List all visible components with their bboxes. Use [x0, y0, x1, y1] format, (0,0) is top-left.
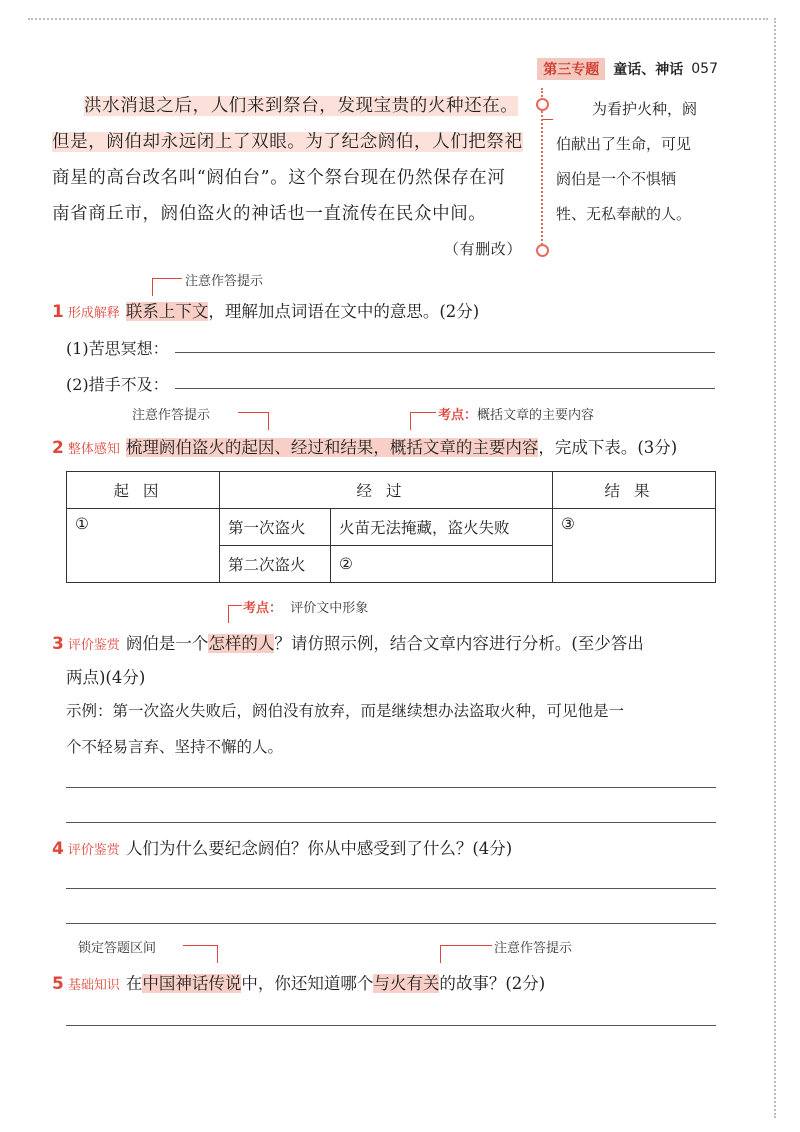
page-number: 057	[691, 61, 718, 77]
q3-hint-stem	[228, 605, 229, 623]
q3-hint-text: 评价文中形象	[290, 601, 369, 616]
q3-example-line-1: 示例：第一次盗火失败后，阏伯没有放弃，而是继续想办法盗取火种，可见他是一	[66, 702, 625, 720]
q5-number: 5	[52, 974, 64, 994]
q1-answer-line-2[interactable]	[175, 388, 715, 389]
q2-highlight: 梳理阏伯盗火的起因、经过和结果，概括文章的主要内容	[125, 438, 539, 457]
side-note-line-2: 伯献出了生命，可见	[556, 135, 692, 153]
table-row-1-label: 第一次盗火	[220, 509, 331, 546]
q5-text-mid: 中，你还知道哪个	[241, 974, 374, 993]
page-header	[537, 58, 718, 80]
q3-text-rest: ？请仿照示例，结合文章内容进行分析。(至少答出	[274, 634, 644, 653]
q2-hint-key: 考点：	[438, 408, 478, 423]
q3-tag: 评价鉴赏	[67, 638, 120, 653]
table-header-cause: 起因	[67, 472, 220, 509]
q5-text-pre: 在	[125, 974, 143, 993]
question-4	[52, 835, 512, 859]
question-2	[52, 434, 677, 458]
q2-text: ，完成下表。(3分)	[538, 438, 678, 457]
passage-line-3: 商星的高台改名叫“阏伯台”。这个祭台现在仍然保存在河	[52, 168, 506, 188]
q5-text-rest: 的故事？(2分)	[439, 974, 546, 993]
q2-tag: 整体感知	[67, 442, 120, 457]
q1-hint-arrow-stem	[152, 278, 153, 296]
table-result-cell[interactable]: ③	[553, 509, 716, 583]
question-3	[52, 630, 644, 654]
q3-hint	[243, 597, 368, 616]
q1-tag: 形成解释	[67, 306, 120, 321]
q2-number: 2	[52, 438, 64, 458]
right-dotted-border	[774, 18, 776, 1118]
q3-number: 3	[52, 634, 64, 654]
subject-title: 童话、神话	[613, 62, 684, 78]
q3-text-line2: 两点)(4分)	[66, 668, 146, 687]
q1-item-2: (2)措手不及：	[66, 375, 169, 394]
side-note-line-4: 牲、无私奉献的人。	[556, 205, 692, 223]
q5-tag: 基础知识	[67, 978, 120, 993]
annotation-arrow	[543, 119, 553, 120]
q4-text: 人们为什么要纪念阏伯？你从中感受到了什么？(4分)	[125, 839, 513, 858]
top-dotted-border	[28, 18, 768, 20]
table-row-2-value[interactable]: ②	[331, 546, 553, 583]
q4-number: 4	[52, 839, 64, 859]
q3-hint-arrow	[228, 605, 242, 606]
q3-highlight: 怎样的人	[208, 634, 275, 653]
q5-highlight-1: 中国神话传说	[142, 974, 242, 993]
q5-highlight-2: 与火有关	[373, 974, 440, 993]
topic-badge: 第三专题	[537, 58, 605, 80]
q2-hint-left-arrow	[238, 412, 268, 413]
answer-table	[66, 471, 716, 583]
side-annotation	[556, 92, 731, 232]
passage-line-2: 但是，阏伯却永远闭上了双眼。为了纪念阏伯，人们把祭祀	[52, 132, 523, 152]
q5-hint-right: 注意作答提示	[494, 941, 573, 956]
q1-highlight: 联系上下文	[125, 302, 209, 321]
q5-hint-left: 锁定答题区间	[78, 941, 157, 956]
q3-example-line-2: 个不轻易言弃、坚持不懈的人。	[66, 738, 284, 756]
passage	[52, 88, 532, 258]
q1-hint-arrow	[152, 278, 182, 279]
q5-hint-left-stem	[217, 945, 218, 963]
q2-hint-right	[438, 404, 594, 423]
q4-answer-line-1[interactable]	[66, 888, 716, 889]
side-note-line-1: 为看护火种，阏	[592, 100, 698, 118]
q2-hint-right-arrow	[410, 412, 436, 413]
q5-hint-right-arrow	[440, 945, 492, 946]
annotation-dot-top	[536, 98, 549, 111]
table-cause-cell[interactable]: ①	[67, 509, 220, 583]
q2-hint-text: 概括文章的主要内容	[477, 408, 595, 423]
q4-answer-line-2[interactable]	[66, 923, 716, 924]
q1-hint: 注意作答提示	[185, 274, 264, 289]
q5-answer-line[interactable]	[66, 1025, 716, 1026]
q1-text: ，理解加点词语在文中的意思。(2分)	[208, 302, 480, 321]
q1-item-1: (1)苦思冥想：	[66, 339, 169, 358]
q3-text-pre: 阏伯是一个	[125, 634, 209, 653]
q2-hint-right-stem	[410, 412, 411, 430]
q2-hint-left-stem	[268, 412, 269, 430]
q1-number: 1	[52, 302, 64, 322]
q1-answer-line-1[interactable]	[175, 352, 715, 353]
question-1	[52, 298, 479, 322]
source-note: （有删改）	[444, 240, 523, 258]
passage-line-4: 南省商丘市，阏伯盗火的神话也一直流传在民众中间。	[52, 204, 487, 224]
annotation-connector	[541, 88, 543, 248]
side-note-line-3: 阏伯是一个不惧牺	[556, 170, 677, 188]
passage-line-1: 洪水消退之后，人们来到祭台，发现宝贵的火种还在。	[84, 96, 519, 116]
q3-hint-key: 考点：	[243, 601, 283, 616]
table-row-2-label: 第二次盗火	[220, 546, 331, 583]
table-header-process: 经过	[220, 472, 553, 509]
q3-answer-line-2[interactable]	[66, 822, 716, 823]
q5-hint-right-stem	[440, 945, 441, 963]
q2-hint-left: 注意作答提示	[132, 408, 211, 423]
table-header-result: 结果	[553, 472, 716, 509]
q4-tag: 评价鉴赏	[67, 843, 120, 858]
table-row-1-value: 火苗无法掩藏，盗火失败	[331, 509, 553, 546]
question-5	[52, 970, 545, 994]
annotation-dot-bottom	[536, 244, 549, 257]
q5-hint-left-arrow	[183, 945, 217, 946]
q3-answer-line-1[interactable]	[66, 787, 716, 788]
